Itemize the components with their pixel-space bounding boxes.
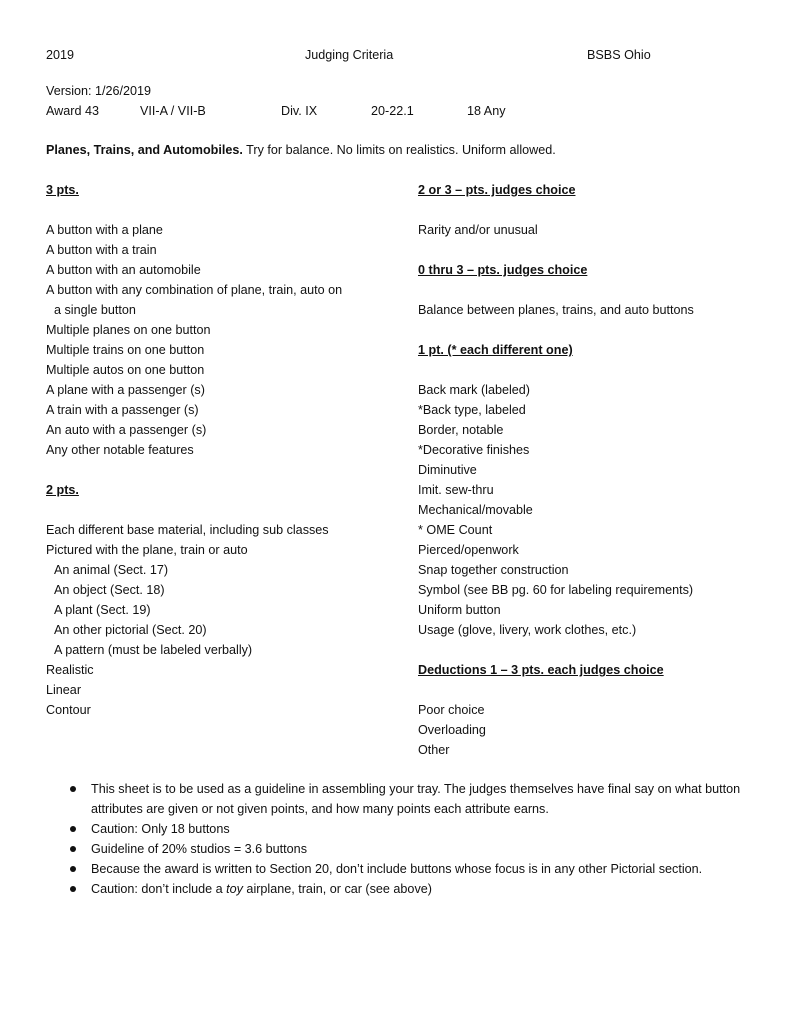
left-column xyxy=(46,180,342,720)
bullet-icon xyxy=(70,786,76,792)
heading-balance: 0 thru 3 – pts. judges choice xyxy=(418,263,588,277)
list-item: a single button xyxy=(54,303,136,317)
list-item: An auto with a passenger (s) xyxy=(46,423,207,437)
list-item: Imit. sew-thru xyxy=(418,483,494,497)
award-class: VII-A / VII-B xyxy=(140,104,206,118)
heading-2-pts: 2 pts. xyxy=(46,483,79,497)
list-item: A button with any combination of plane, train, auto on xyxy=(46,283,343,297)
list-item: Each different base material, including sub classes xyxy=(46,523,329,537)
note-text: Guideline of 20% studios = 3.6 buttons xyxy=(91,842,307,856)
list-item: Realistic xyxy=(46,663,94,677)
list-item: Multiple planes on one button xyxy=(46,323,211,337)
list-item: A button with an automobile xyxy=(46,263,201,277)
list-item: A plane with a passenger (s) xyxy=(46,383,205,397)
list-item: Back mark (labeled) xyxy=(418,383,530,397)
list-item xyxy=(68,839,768,859)
list-item: *Decorative finishes xyxy=(418,443,530,457)
list-item: A button with a train xyxy=(46,243,157,257)
list-item: Rarity and/or unusual xyxy=(418,223,538,237)
note-emphasis: toy xyxy=(226,882,243,896)
version-text: Version: 1/26/2019 xyxy=(46,84,152,98)
right-column xyxy=(418,180,694,760)
list-item: A plant (Sect. 19) xyxy=(54,603,151,617)
list-item: Overloading xyxy=(418,723,486,737)
list-item: Poor choice xyxy=(418,703,485,717)
list-item: An object (Sect. 18) xyxy=(54,583,165,597)
list-item: * OME Count xyxy=(418,523,493,537)
intro-bold: Planes, Trains, and Automobiles. xyxy=(46,143,243,157)
list-item: An other pictorial (Sect. 20) xyxy=(54,623,207,637)
list-item: Balance between planes, trains, and auto buttons xyxy=(418,303,694,317)
award-section: 20-22.1 xyxy=(371,104,414,118)
list-item: *Back type, labeled xyxy=(418,403,526,417)
heading-deductions: Deductions 1 – 3 pts. each judges choice xyxy=(418,663,664,677)
list-item: A button with a plane xyxy=(46,223,163,237)
list-item: Linear xyxy=(46,683,82,697)
list-item: Multiple trains on one button xyxy=(46,343,205,357)
note-text: This sheet is to be used as a guideline in assembling your tray. The judges themselves have final say on what button attributes are given or not given points, and how many points each attribute earns. xyxy=(91,782,741,816)
list-item: Uniform button xyxy=(418,603,501,617)
intro-rest: Try for balance. No limits on realistics. Uniform allowed. xyxy=(242,143,556,157)
award-number: Award 43 xyxy=(46,104,99,118)
list-item: Any other notable features xyxy=(46,443,194,457)
list-item: Other xyxy=(418,743,450,757)
heading-rarity: 2 or 3 – pts. judges choice xyxy=(418,183,576,197)
heading-3-pts: 3 pts. xyxy=(46,183,79,197)
list-item: Mechanical/movable xyxy=(418,503,533,517)
notes-list xyxy=(68,779,768,899)
intro-line xyxy=(46,140,556,160)
header-title: Judging Criteria xyxy=(305,48,394,62)
list-item: Snap together construction xyxy=(418,563,569,577)
list-item: A pattern (must be labeled verbally) xyxy=(54,643,253,657)
note-text: Caution: don’t include a xyxy=(91,882,227,896)
list-item xyxy=(68,859,768,879)
list-item: Multiple autos on one button xyxy=(46,363,205,377)
note-text: Caution: Only 18 buttons xyxy=(91,822,230,836)
header-year: 2019 xyxy=(46,48,75,62)
award-count: 18 Any xyxy=(467,104,506,118)
bullet-icon xyxy=(70,886,76,892)
list-item: Border, notable xyxy=(418,423,504,437)
list-item: Usage (glove, livery, work clothes, etc.) xyxy=(418,623,637,637)
heading-1-pt: 1 pt. (* each different one) xyxy=(418,343,573,357)
list-item: Contour xyxy=(46,703,91,717)
list-item: Pictured with the plane, train or auto xyxy=(46,543,248,557)
award-division: Div. IX xyxy=(281,104,318,118)
note-text: airplane, train, or car (see above) xyxy=(242,882,432,896)
header-org: BSBS Ohio xyxy=(587,48,651,62)
list-item: A train with a passenger (s) xyxy=(46,403,199,417)
list-item: An animal (Sect. 17) xyxy=(54,563,169,577)
list-item xyxy=(68,879,768,899)
list-item xyxy=(68,819,768,839)
bullet-icon xyxy=(70,826,76,832)
bullet-icon xyxy=(70,846,76,852)
list-item xyxy=(68,779,768,819)
note-text: Because the award is written to Section 20, don’t include buttons whose focus is in any other Pictorial section. xyxy=(91,862,703,876)
list-item: Symbol (see BB pg. 60 for labeling requirements) xyxy=(418,583,694,597)
list-item: Diminutive xyxy=(418,463,477,477)
list-item: Pierced/openwork xyxy=(418,543,519,557)
bullet-icon xyxy=(70,866,76,872)
